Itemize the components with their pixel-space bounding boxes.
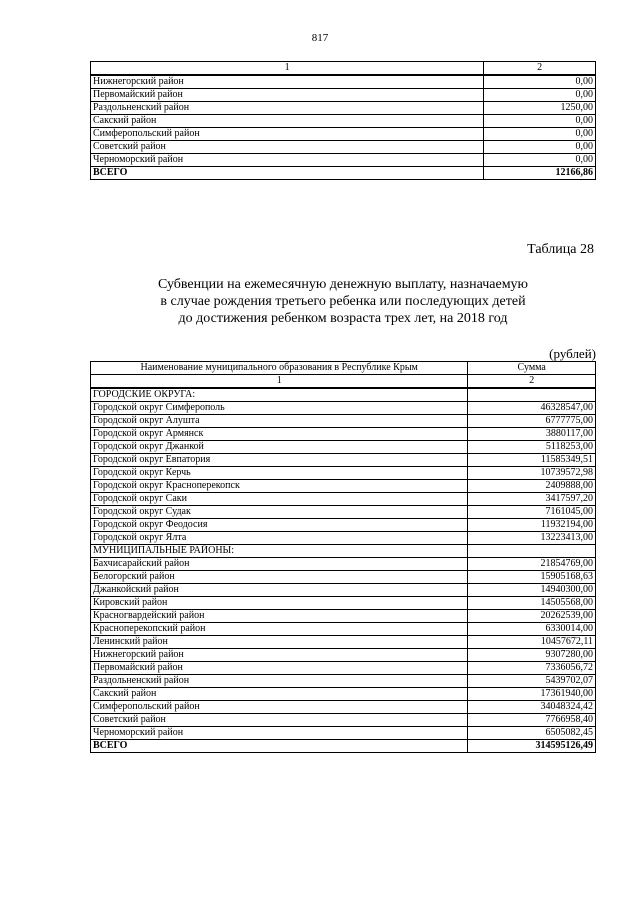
row-name-cell: Городской округ Судак: [91, 506, 468, 519]
row-name-cell: Советский район: [91, 714, 468, 727]
previous-table-header-row: [91, 62, 596, 76]
row-name-cell: ВСЕГО: [91, 167, 484, 180]
table-row: [91, 623, 596, 636]
table-title: [90, 276, 596, 327]
column-header-row: [91, 362, 596, 375]
row-name-cell: Городской округ Симферополь: [91, 402, 468, 415]
row-name-cell: Городской округ Саки: [91, 493, 468, 506]
row-name-cell: Первомайский район: [91, 89, 484, 102]
column-number-1: 1: [91, 375, 468, 389]
row-value-cell: 3880117,00: [468, 428, 596, 441]
row-name-cell: Городской округ Ялта: [91, 532, 468, 545]
row-name-cell: Кировский район: [91, 597, 468, 610]
table-row: [91, 649, 596, 662]
table-row: [91, 428, 596, 441]
table-row: [91, 89, 596, 102]
table-row: [91, 688, 596, 701]
units-label: (рублей): [549, 346, 596, 361]
row-value-cell: [468, 388, 596, 402]
table-row: [91, 402, 596, 415]
row-name-cell: Городской округ Керчь: [91, 467, 468, 480]
previous-table: [90, 61, 596, 180]
table-row: [91, 558, 596, 571]
row-name-cell: Городской округ Красноперекопск: [91, 480, 468, 493]
row-value-cell: 6330014,00: [468, 623, 596, 636]
table-row: [91, 584, 596, 597]
row-value-cell: 14940300,00: [468, 584, 596, 597]
row-value-cell: 17361940,00: [468, 688, 596, 701]
previous-table-col-number-1: 1: [91, 62, 484, 76]
table-row: [91, 727, 596, 740]
table-row: [91, 597, 596, 610]
row-name-cell: Сакский район: [91, 688, 468, 701]
row-name-cell: Красноперекопский район: [91, 623, 468, 636]
row-name-cell: Черноморский район: [91, 727, 468, 740]
row-name-cell: Городской округ Алушта: [91, 415, 468, 428]
row-name-cell: Раздольненский район: [91, 675, 468, 688]
row-name-cell: Советский район: [91, 141, 484, 154]
row-name-cell: ВСЕГО: [91, 740, 468, 753]
row-value-cell: 34048324,42: [468, 701, 596, 714]
table-title-line-2: в случае рождения третьего ребенка или последующих детей: [160, 294, 526, 309]
row-value-cell: 3417597,20: [468, 493, 596, 506]
page-number: 817: [311, 32, 329, 44]
row-value-cell: 0,00: [484, 128, 596, 141]
subvention-table-body: [91, 362, 596, 753]
table-row: [91, 467, 596, 480]
row-value-cell: 15905168,63: [468, 571, 596, 584]
row-value-cell: 6777775,00: [468, 415, 596, 428]
row-value-cell: 0,00: [484, 89, 596, 102]
previous-table-body: [91, 62, 596, 180]
row-value-cell: 7766958,40: [468, 714, 596, 727]
row-value-cell: 11932194,00: [468, 519, 596, 532]
row-name-cell: Городской округ Армянск: [91, 428, 468, 441]
table-row: [91, 506, 596, 519]
table-row: [91, 636, 596, 649]
table-row: [91, 610, 596, 623]
row-value-cell: 13223413,00: [468, 532, 596, 545]
row-name-cell: ГОРОДСКИЕ ОКРУГА:: [91, 388, 468, 402]
row-name-cell: Бахчисарайский район: [91, 558, 468, 571]
row-name-cell: Черноморский район: [91, 154, 484, 167]
column-header-sum: Сумма: [468, 362, 596, 375]
table-row: [91, 714, 596, 727]
table-row: [91, 75, 596, 89]
total-row: [91, 740, 596, 753]
row-name-cell: Первомайский район: [91, 662, 468, 675]
row-name-cell: Джанкойский район: [91, 584, 468, 597]
section-heading-row: [91, 388, 596, 402]
table-row: [91, 519, 596, 532]
row-value-cell: 0,00: [484, 141, 596, 154]
row-value-cell: 7336056,72: [468, 662, 596, 675]
row-value-cell: 10457672,11: [468, 636, 596, 649]
row-value-cell: 6505082,45: [468, 727, 596, 740]
table-row: [91, 128, 596, 141]
row-name-cell: Сакский район: [91, 115, 484, 128]
table-title-line-1: Субвенции на ежемесячную денежную выплату, назначаемую: [157, 277, 529, 292]
column-number-row: [91, 375, 596, 389]
table-row: [91, 675, 596, 688]
row-value-cell: 1250,00: [484, 102, 596, 115]
row-name-cell: Раздольненский район: [91, 102, 484, 115]
row-value-cell: 7161045,00: [468, 506, 596, 519]
row-name-cell: Городской округ Феодосия: [91, 519, 468, 532]
row-name-cell: Нижнегорский район: [91, 75, 484, 89]
row-value-cell: 314595126,49: [468, 740, 596, 753]
row-value-cell: 9307280,00: [468, 649, 596, 662]
row-value-cell: 21854769,00: [468, 558, 596, 571]
table-row: [91, 701, 596, 714]
column-number-2: 2: [468, 375, 596, 389]
row-name-cell: Симферопольский район: [91, 128, 484, 141]
table-row: [91, 154, 596, 167]
table-row: [91, 115, 596, 128]
row-value-cell: [468, 545, 596, 558]
row-name-cell: Ленинский район: [91, 636, 468, 649]
row-value-cell: 20262539,00: [468, 610, 596, 623]
row-value-cell: 0,00: [484, 75, 596, 89]
table-row: [91, 102, 596, 115]
row-value-cell: 0,00: [484, 154, 596, 167]
table-row: [91, 454, 596, 467]
row-name-cell: Городской округ Евпатория: [91, 454, 468, 467]
table-number: Таблица 28: [527, 242, 594, 257]
table-row: [91, 532, 596, 545]
previous-table-col-number-2: 2: [484, 62, 596, 76]
row-value-cell: 0,00: [484, 115, 596, 128]
row-name-cell: Белогорский район: [91, 571, 468, 584]
table-title-line-3: до достижения ребенком возраста трех лет, на 2018 год: [178, 311, 508, 326]
total-row: [91, 167, 596, 180]
subvention-table: [90, 361, 596, 753]
row-value-cell: 11585349,51: [468, 454, 596, 467]
table-row: [91, 571, 596, 584]
table-row: [91, 662, 596, 675]
column-header-name: Наименование муниципального образования в Республике Крым: [91, 362, 468, 375]
row-name-cell: Красногвардейский район: [91, 610, 468, 623]
row-value-cell: 2409888,00: [468, 480, 596, 493]
table-row: [91, 441, 596, 454]
row-value-cell: 5439702,07: [468, 675, 596, 688]
row-name-cell: МУНИЦИПАЛЬНЫЕ РАЙОНЫ:: [91, 545, 468, 558]
row-value-cell: 12166,86: [484, 167, 596, 180]
row-name-cell: Нижнегорский район: [91, 649, 468, 662]
row-value-cell: 46328547,00: [468, 402, 596, 415]
row-name-cell: Городской округ Джанкой: [91, 441, 468, 454]
table-row: [91, 480, 596, 493]
table-row: [91, 141, 596, 154]
table-row: [91, 493, 596, 506]
section-heading-row: [91, 545, 596, 558]
row-name-cell: Симферопольский район: [91, 701, 468, 714]
table-row: [91, 415, 596, 428]
row-value-cell: 5118253,00: [468, 441, 596, 454]
row-value-cell: 10739572,98: [468, 467, 596, 480]
row-value-cell: 14505568,00: [468, 597, 596, 610]
